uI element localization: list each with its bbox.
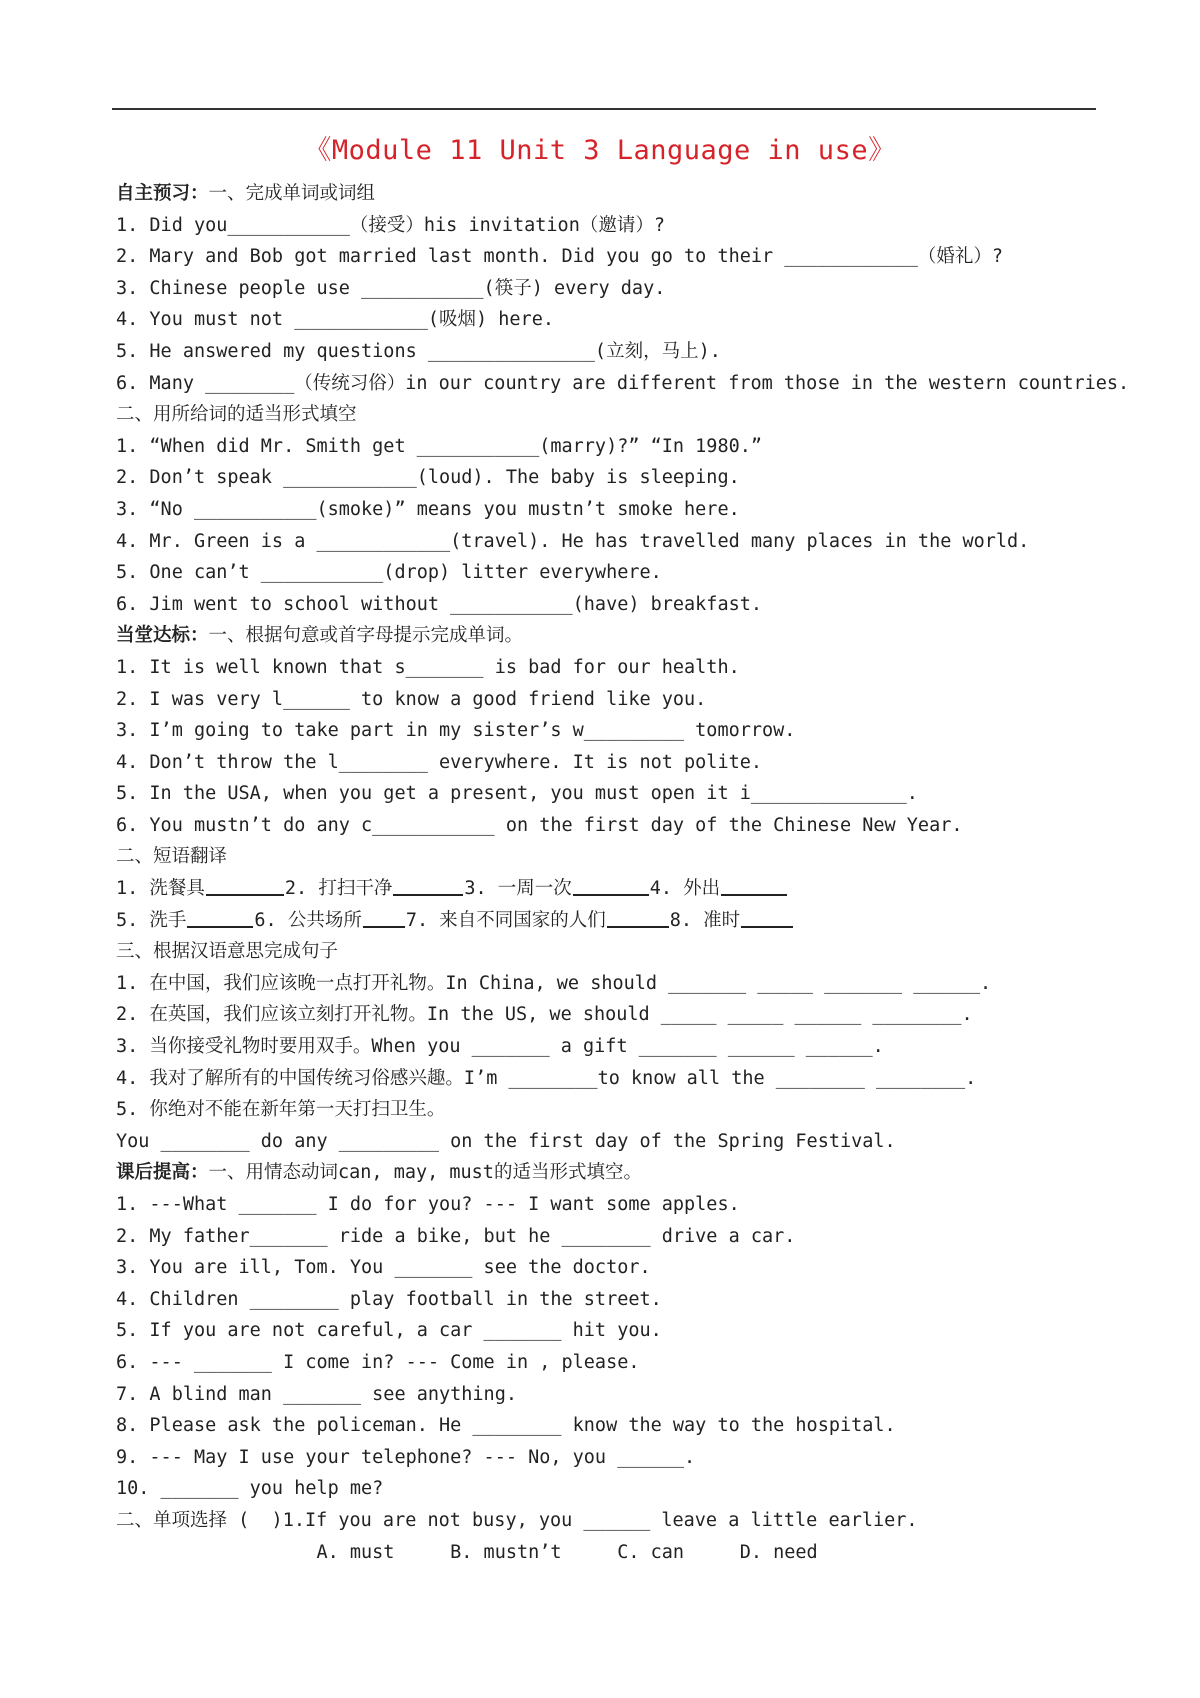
subsection-heading: 二、短语翻译: [116, 846, 228, 868]
section-heading: 当堂达标：一、根据句意或首字母提示完成单词。: [116, 625, 524, 647]
exercise-line: 4. Children ________ play football in the street.: [116, 1288, 662, 1310]
exercise-line: 2. 在英国，我们应该立刻打开礼物。In the US, we should _____ _____ ______ ________.: [116, 1004, 973, 1026]
exercise-line: 1. ---What _______ I do for you? --- I want some apples.: [116, 1194, 740, 1215]
worksheet-body: [116, 178, 1130, 1568]
exercise-line: 2. Mary and Bob got married last month. Did you go to their ____________（婚礼）?: [116, 246, 1004, 268]
section-label: 当堂达标：: [116, 625, 209, 647]
exercise-line: You ________ do any _________ on the first day of the Spring Festival.: [116, 1130, 896, 1152]
exercise-line: 2. My father_______ ride a bike, but he ________ drive a car.: [116, 1225, 796, 1247]
phrase-line: 5. 洗手 6. 公共场所 7. 来自不同国家的人们 8. 准时: [116, 905, 1116, 937]
exercise-line: 4. 我对了解所有的中国传统习俗感兴趣。I’m ________to know all the ________ ________.: [116, 1067, 977, 1089]
answer-blank: [721, 874, 787, 896]
exercise-line: 2. I was very l______ to know a good friend like you.: [116, 688, 707, 710]
section-label: 课后提高：: [116, 1162, 209, 1184]
section-heading: 自主预习：一、完成单词或词组: [116, 183, 376, 204]
exercise-line: 3. I’m going to take part in my sister’s w_________ tomorrow.: [116, 720, 796, 742]
exercise-line: 1. “When did Mr. Smith get ___________(marry)?” “In 1980.”: [116, 435, 763, 457]
subsection-heading: 三、根据汉语意思完成句子: [116, 941, 339, 963]
section-heading: 课后提高：一、用情态动词can, may, must的适当形式填空。: [116, 1162, 642, 1184]
exercise-line: 5. He answered my questions _______________(立刻，马上).: [116, 340, 721, 362]
exercise-line: 1. It is well known that s_______ is bad for our health.: [116, 656, 740, 678]
answer-blank: [393, 874, 463, 896]
exercise-line: 10. _______ you help me?: [116, 1478, 384, 1500]
exercise-line: 2. Don’t speak ____________(loud). The baby is sleeping.: [116, 467, 740, 489]
exercise-line: 9. --- May I use your telephone? --- No, you ______.: [116, 1446, 696, 1468]
answer-blank: [607, 906, 669, 928]
exercise-line: 4. Mr. Green is a ____________(travel). He has travelled many places in the world.: [116, 530, 1030, 552]
top-rule: [112, 108, 1096, 110]
page-title: 《Module 11 Unit 3 Language in use》: [304, 135, 896, 166]
phrase-line: 1. 洗餐具 2. 打扫干净 3. 一周一次 4. 外出: [116, 873, 1116, 905]
answer-options: A. must B. mustn’t C. can D. need: [116, 1541, 818, 1563]
exercise-line: 1. Did you___________（接受）his invitation（邀请）?: [116, 214, 665, 236]
exercise-line: 4. Don’t throw the l________ everywhere. It is not polite.: [116, 751, 763, 773]
answer-blank: [573, 874, 649, 896]
exercise-line: 1. 在中国，我们应该晚一点打开礼物。In China, we should _______ _____ _______ ______.: [116, 972, 992, 994]
answer-blank: [187, 906, 253, 928]
exercise-line: 6. --- _______ I come in? --- Come in , please.: [116, 1351, 640, 1373]
exercise-line: 6. Jim went to school without ___________(have) breakfast.: [116, 593, 763, 615]
section-label: 自主预习：: [116, 183, 209, 204]
subsection-heading: 二、用所给词的适当形式填空: [116, 404, 357, 426]
answer-blank: [206, 874, 284, 896]
exercise-line: 6. You mustn’t do any c___________ on the first day of the Chinese New Year.: [116, 814, 963, 836]
exercise-line: 3. You are ill, Tom. You _______ see the doctor.: [116, 1257, 651, 1279]
exercise-line: 6. Many ________（传统习俗）in our country are different from those in the western countries.: [116, 372, 1130, 394]
exercise-line: 5. If you are not careful, a car _______ hit you.: [116, 1320, 662, 1342]
exercise-line: 4. You must not ____________(吸烟) here.: [116, 309, 554, 331]
exercise-line: 3. 当你接受礼物时要用双手。When you _______ a gift _______ ______ ______.: [116, 1036, 884, 1058]
exercise-line: 3. “No ___________(smoke)” means you mustn’t smoke here.: [116, 498, 740, 520]
exercise-line: 8. Please ask the policeman. He ________ know the way to the hospital.: [116, 1415, 896, 1437]
exercise-line: 3. Chinese people use ___________(筷子) every day.: [116, 277, 666, 299]
exercise-line: 5. One can’t ___________(drop) litter everywhere.: [116, 562, 662, 584]
answer-blank: [363, 906, 405, 928]
exercise-line: 5. In the USA, when you get a present, you must open it i______________.: [116, 783, 918, 805]
exercise-line: 二、单项选择 ( )1.If you are not busy, you ______ leave a little earlier.: [116, 1509, 918, 1531]
exercise-line: 7. A blind man _______ see anything.: [116, 1383, 517, 1405]
answer-blank: [741, 906, 793, 928]
exercise-line: 5. 你绝对不能在新年第一天打扫卫生。: [116, 1099, 446, 1121]
